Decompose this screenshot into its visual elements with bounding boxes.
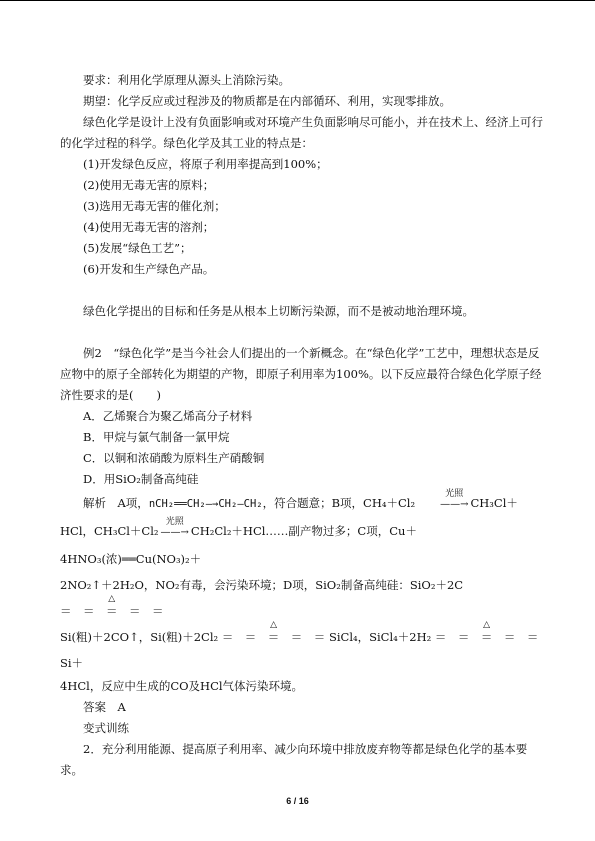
reaction-arrow: 光照 ——→ (159, 520, 191, 546)
equation-polymerization: nCH₂══CH₂—→CH₂—CH₂ (148, 498, 263, 510)
option-b: B．甲烷与氯气制备一氯甲烷 (83, 430, 230, 444)
analysis-text: ，符合题意；B项，CH₄＋Cl₂ (262, 496, 416, 510)
heating-sign (434, 620, 539, 650)
answer-text: 答案 A (83, 700, 126, 714)
practice-title: 变式训练 (83, 721, 129, 735)
feature-item: (4)使用无毒无害的溶剂； (83, 220, 215, 234)
page-number: 6 / 16 (286, 796, 309, 806)
feature-item: (2)使用无毒无害的原料； (83, 178, 215, 192)
analysis-text: 2NO₂↑＋2H₂O，NO₂有毒，会污染环境；D项，SiO₂制备高纯硅：SiO₂＋2C (60, 578, 464, 592)
analysis-line-5: 4HCl，反应中生成的CO及HCl气体污染环境。 (60, 679, 304, 693)
feature-item: (5)发展“绿色工艺”； (83, 241, 192, 255)
condition-light: 光照 (445, 489, 464, 499)
expectation-text: 期望：化学反应或过程涉及的物质都是在内部循环、利用，实现零排放。 (83, 94, 451, 108)
condition-heat: △ (270, 620, 278, 630)
option-c: C．以铜和浓硝酸为原料生产硝酸铜 (83, 451, 265, 465)
analysis-label: 解析 A项， (83, 496, 149, 510)
condition-light: 光照 (165, 517, 184, 527)
analysis-text: Si＋ (60, 656, 84, 670)
analysis-text: CH₃Cl＋ (470, 496, 518, 510)
heating-sign (60, 594, 164, 624)
option-d: D．用SiO₂制备高纯硅 (83, 472, 199, 486)
option-a: A．乙烯聚合为聚乙烯高分子材料 (83, 409, 253, 423)
heating-sign (221, 620, 326, 650)
requirement-text: 要求：利用化学原理从源头上消除污染。 (83, 73, 290, 87)
analysis-line-2 (60, 518, 545, 572)
analysis-line-1 (60, 490, 545, 518)
reaction-arrow: 光照 ——→ (415, 492, 470, 518)
header-rule (0, 0, 595, 1)
equals-sign: ＝ ＝ ＝ ＝ ＝ (60, 604, 164, 618)
analysis-text: CH₂Cl₂＋HCl……副产物过多；C项，Cu＋4HNO₃(浓)══Cu(NO₃)₂＋ (60, 524, 417, 566)
analysis-text: HCl，CH₃Cl＋Cl₂ (60, 524, 159, 538)
analysis-text: SiCl₄，SiCl₄＋2H₂ (328, 630, 432, 644)
document-body (60, 70, 545, 781)
definition-text: 绿色化学是设计上没有负面影响或对环境产生负面影响尽可能小，并在技术上、经济上可行的化学过程的科学。绿色化学及其工业的特点是： (60, 115, 543, 150)
feature-item: (3)选用无毒无害的催化剂； (83, 199, 226, 213)
equals-sign: ＝ ＝ ＝ ＝ ＝ (434, 630, 539, 644)
condition-heat: △ (483, 620, 491, 630)
condition-heat: △ (108, 594, 116, 604)
example-stem: 例2 “绿色化学”是当今社会人们提出的一个新概念。在“绿色化学”工艺中，理想状态是反应物中的原子全部转化为期望的产物，即原子利用率为100%。以下反应最符合绿色化学原子经济性要求的是( ) (60, 346, 542, 402)
analysis-line-4 (60, 620, 545, 676)
feature-item: (1)开发绿色反应，将原子利用率提高到100%； (83, 157, 328, 171)
equals-sign: ＝ ＝ ＝ ＝ ＝ (221, 630, 326, 644)
goal-text: 绿色化学提出的目标和任务是从根本上切断污染源，而不是被动地治理环境。 (83, 304, 474, 318)
feature-item: (6)开发和生产绿色产品。 (83, 262, 215, 276)
analysis-text: Si(粗)＋2CO↑，Si(粗)＋2Cl₂ (60, 630, 219, 644)
practice-text: 2．充分利用能源、提高原子利用率、减少向环境中排放废弃物等都是绿色化学的基本要求。 (60, 742, 528, 777)
